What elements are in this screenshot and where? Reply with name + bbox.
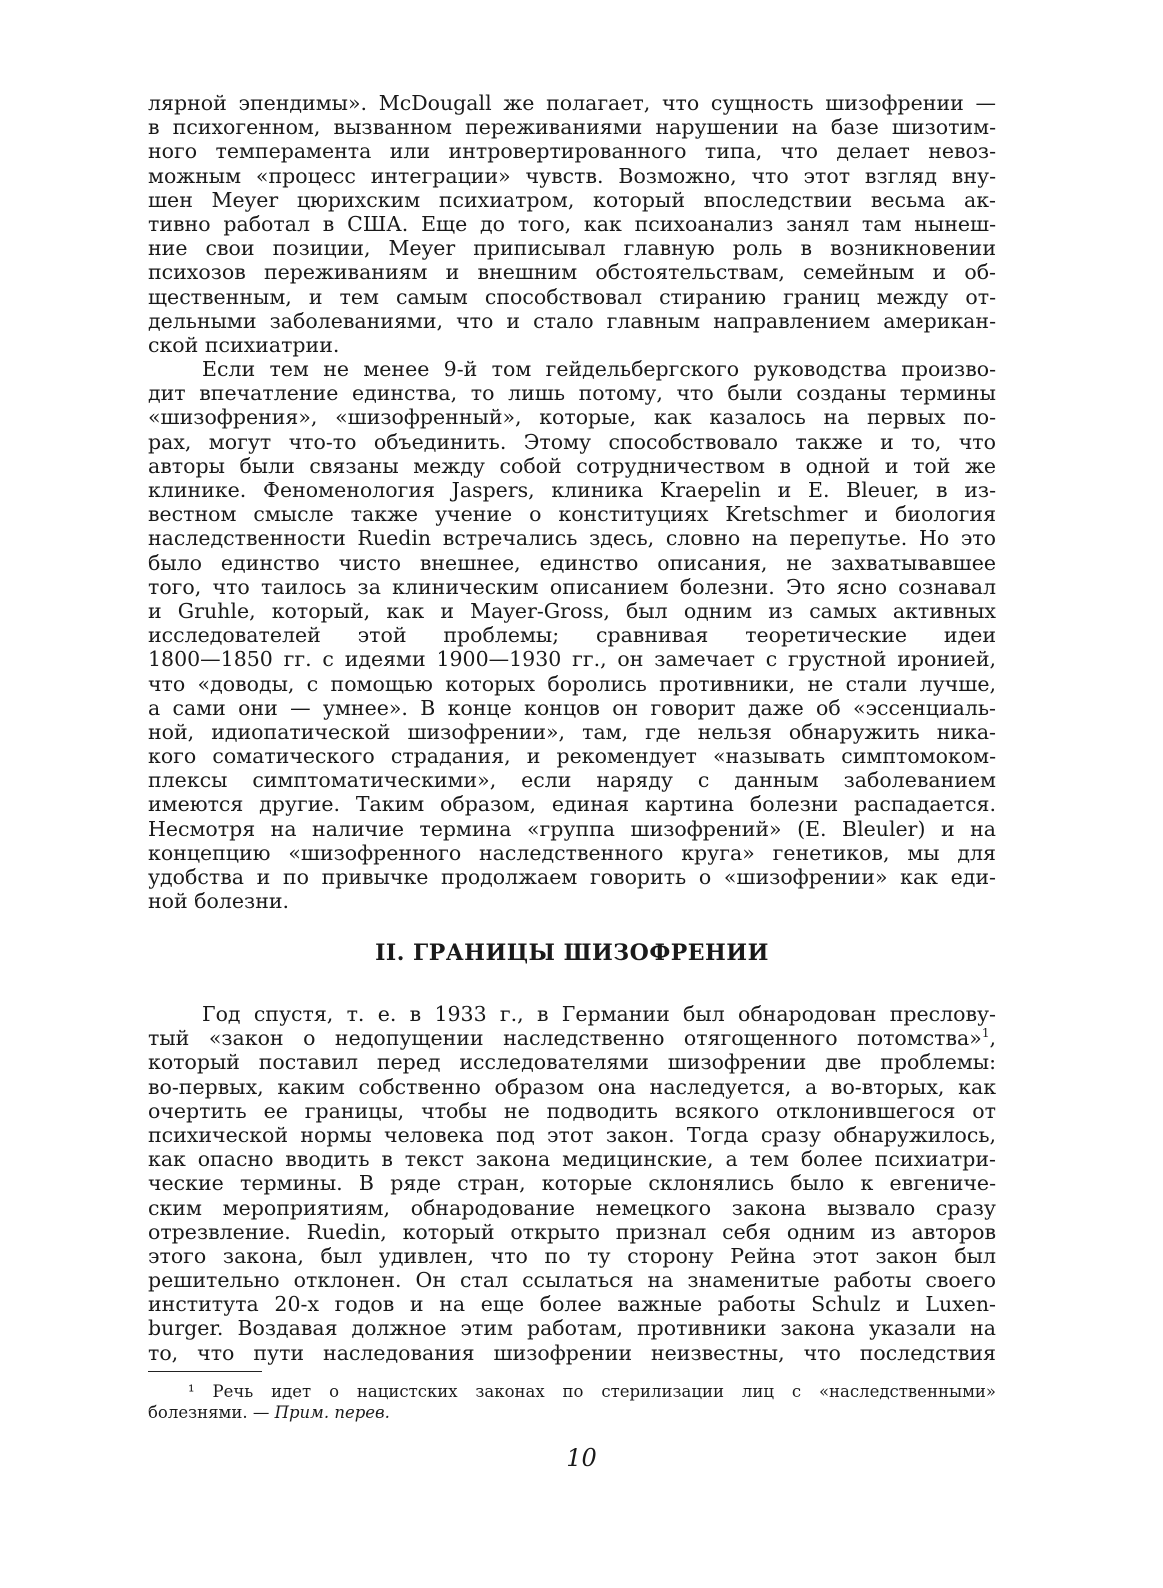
main-text-bottom — [148, 1002, 996, 1365]
footnote-text: болезнями. — — [148, 1403, 275, 1422]
text-line: щественным, и тем самым способствовал стиранию границ между от- — [148, 284, 996, 309]
text-line: института 20-х годов и на еще более важные работы Schulz и Luxen- — [148, 1292, 996, 1317]
text-line: авторы были связаны между собой сотрудничеством в одной и той же — [148, 453, 996, 478]
text-line-with-footnote — [148, 1026, 996, 1050]
text-line: того, что таилось за клиническим описанием болезни. Это ясно сознавал — [148, 574, 996, 599]
text-line: ной, идиопатической шизофрении», там, где нельзя обнаружить ника- — [148, 719, 996, 744]
text-line: дельными заболеваниями, что и стало главным направлением американ- — [148, 308, 996, 333]
footnote-marker-suffix: , — [989, 1026, 996, 1051]
text-line: «шизофрения», «шизофренный», которые, как казалось на первых по- — [148, 405, 996, 430]
text-line: Если тем не менее 9-й том гейдельбергского руководства произво- — [202, 357, 996, 382]
text-line: лярной эпендимы». McDougall же полагает, что сущность шизофрении — — [148, 91, 996, 115]
text-line: имеются другие. Таким образом, единая картина болезни распадается. — [148, 792, 996, 817]
footnote-line: ¹ Речь идет о нацистских законах по стерилизации лиц с «наследственными» — [188, 1382, 996, 1401]
text-line: было единство чисто внешнее, единство описания, не захватывавшее — [148, 550, 996, 575]
text-line: Год спустя, т. е. в 1933 г., в Германии был обнародован преслову- — [202, 1002, 996, 1026]
main-text-top — [148, 91, 996, 913]
text-line: 1800—1850 гг. с идеями 1900—1930 гг., он замечает с грустной иронией, — [148, 647, 996, 672]
text-line: в психогенном, вызванном переживаниями нарушении на базе шизотим- — [148, 115, 996, 140]
text-line: во-первых, каким собственно образом она наследуется, а во-вторых, как — [148, 1074, 996, 1099]
text-line: рах, могут что-то объединить. Этому способствовало также и то, что — [148, 429, 996, 454]
text-line: концепцию «шизофренного наследственного круга» генетиков, мы для — [148, 840, 996, 865]
text-line: а сами они — умнее». В конце концов он говорит даже об «эссенциаль- — [148, 695, 996, 720]
footnote-divider — [148, 1371, 262, 1372]
translator-note: Прим. перев. — [274, 1403, 390, 1422]
text-line: можным «процесс интеграции» чувств. Возможно, что этот взгляд вну- — [148, 163, 996, 188]
text-line: удобства и по привычке продолжаем говорить о «шизофрении» как еди- — [148, 865, 996, 889]
text-line: ской психиатрии. — [148, 332, 340, 357]
text-line: шен Meyer цюрихским психиатром, который впоследствии весьма ак- — [148, 187, 996, 212]
text-line: вестном смысле также учение о конституциях Kretschmer и биология — [148, 502, 996, 527]
footnote-marker[interactable]: 1 — [981, 1026, 990, 1041]
text-line: ческие термины. В ряде стран, которые склонялись было к евгениче- — [148, 1171, 996, 1196]
text-line: тый «закон о недопущении наследственно отягощенного потомства» — [148, 1026, 982, 1051]
text-line: ние свои позиции, Meyer приписывал главную роль в возникновении — [148, 236, 996, 261]
text-line: burger. Воздавая должное этим работам, противники закона указали на — [148, 1316, 996, 1341]
text-line: ного темперамента или интровертированного типа, что делает невоз- — [148, 139, 996, 164]
footnote-line — [148, 1402, 996, 1423]
text-line: как опасно вводить в текст закона медицинские, а тем более психиатри- — [148, 1147, 996, 1172]
text-line: психозов переживаниям и внешним обстоятельствам, семейным и об- — [148, 260, 996, 285]
text-line: то, что пути наследования шизофрении неизвестны, что последствия — [148, 1340, 996, 1365]
text-line: кого соматического страдания, и рекомендует «называть симптомоком- — [148, 744, 996, 769]
text-line: ной болезни. — [148, 889, 290, 914]
text-line: что «доводы, с помощью которых боролись противники, не стали лучше, — [148, 671, 996, 696]
text-line: который поставил перед исследователями шизофрении две проблемы: — [148, 1050, 996, 1075]
text-line: очертить ее границы, чтобы не подводить всякого отклонившегося от — [148, 1098, 996, 1123]
text-line: и Gruhle, который, как и Mayer-Gross, был одним из самых активных — [148, 598, 996, 623]
text-line: решительно отклонен. Он стал ссылаться на знаменитые работы своего — [148, 1268, 996, 1293]
text-line: наследственности Ruedin встречались здесь, словно на перепутье. Но это — [148, 526, 996, 551]
text-line: отрезвление. Ruedin, который открыто признал себя одним из авторов — [148, 1219, 996, 1244]
text-line: исследователей этой проблемы; сравнивая теоретические идеи — [148, 623, 996, 648]
text-line: психической нормы человека под этот закон. Тогда сразу обнаружилось, — [148, 1122, 996, 1147]
text-line: дит впечатление единства, то лишь потому, что были созданы термины — [148, 381, 996, 406]
text-line: клинике. Феноменология Jaspers, клиника Kraepelin и E. Bleuer, в из- — [148, 478, 996, 502]
text-line: Несмотря на наличие термина «группа шизофрений» (E. Bleuler) и на — [148, 816, 996, 841]
text-line: ским мероприятиям, обнародование немецкого закона вызвало сразу — [148, 1195, 996, 1220]
text-line: этого закона, был удивлен, что по ту сторону Рейна этот закон был — [148, 1243, 996, 1268]
footnote — [148, 1381, 996, 1423]
section-heading: II. ГРАНИЦЫ ШИЗОФРЕНИИ — [375, 940, 769, 966]
page-number: 10 — [566, 1444, 597, 1472]
text-line: тивно работал в США. Еще до того, как психоанализ занял там нынеш- — [148, 211, 996, 236]
text-line: плексы симптоматическими», если наряду с данным заболеванием — [148, 768, 996, 793]
